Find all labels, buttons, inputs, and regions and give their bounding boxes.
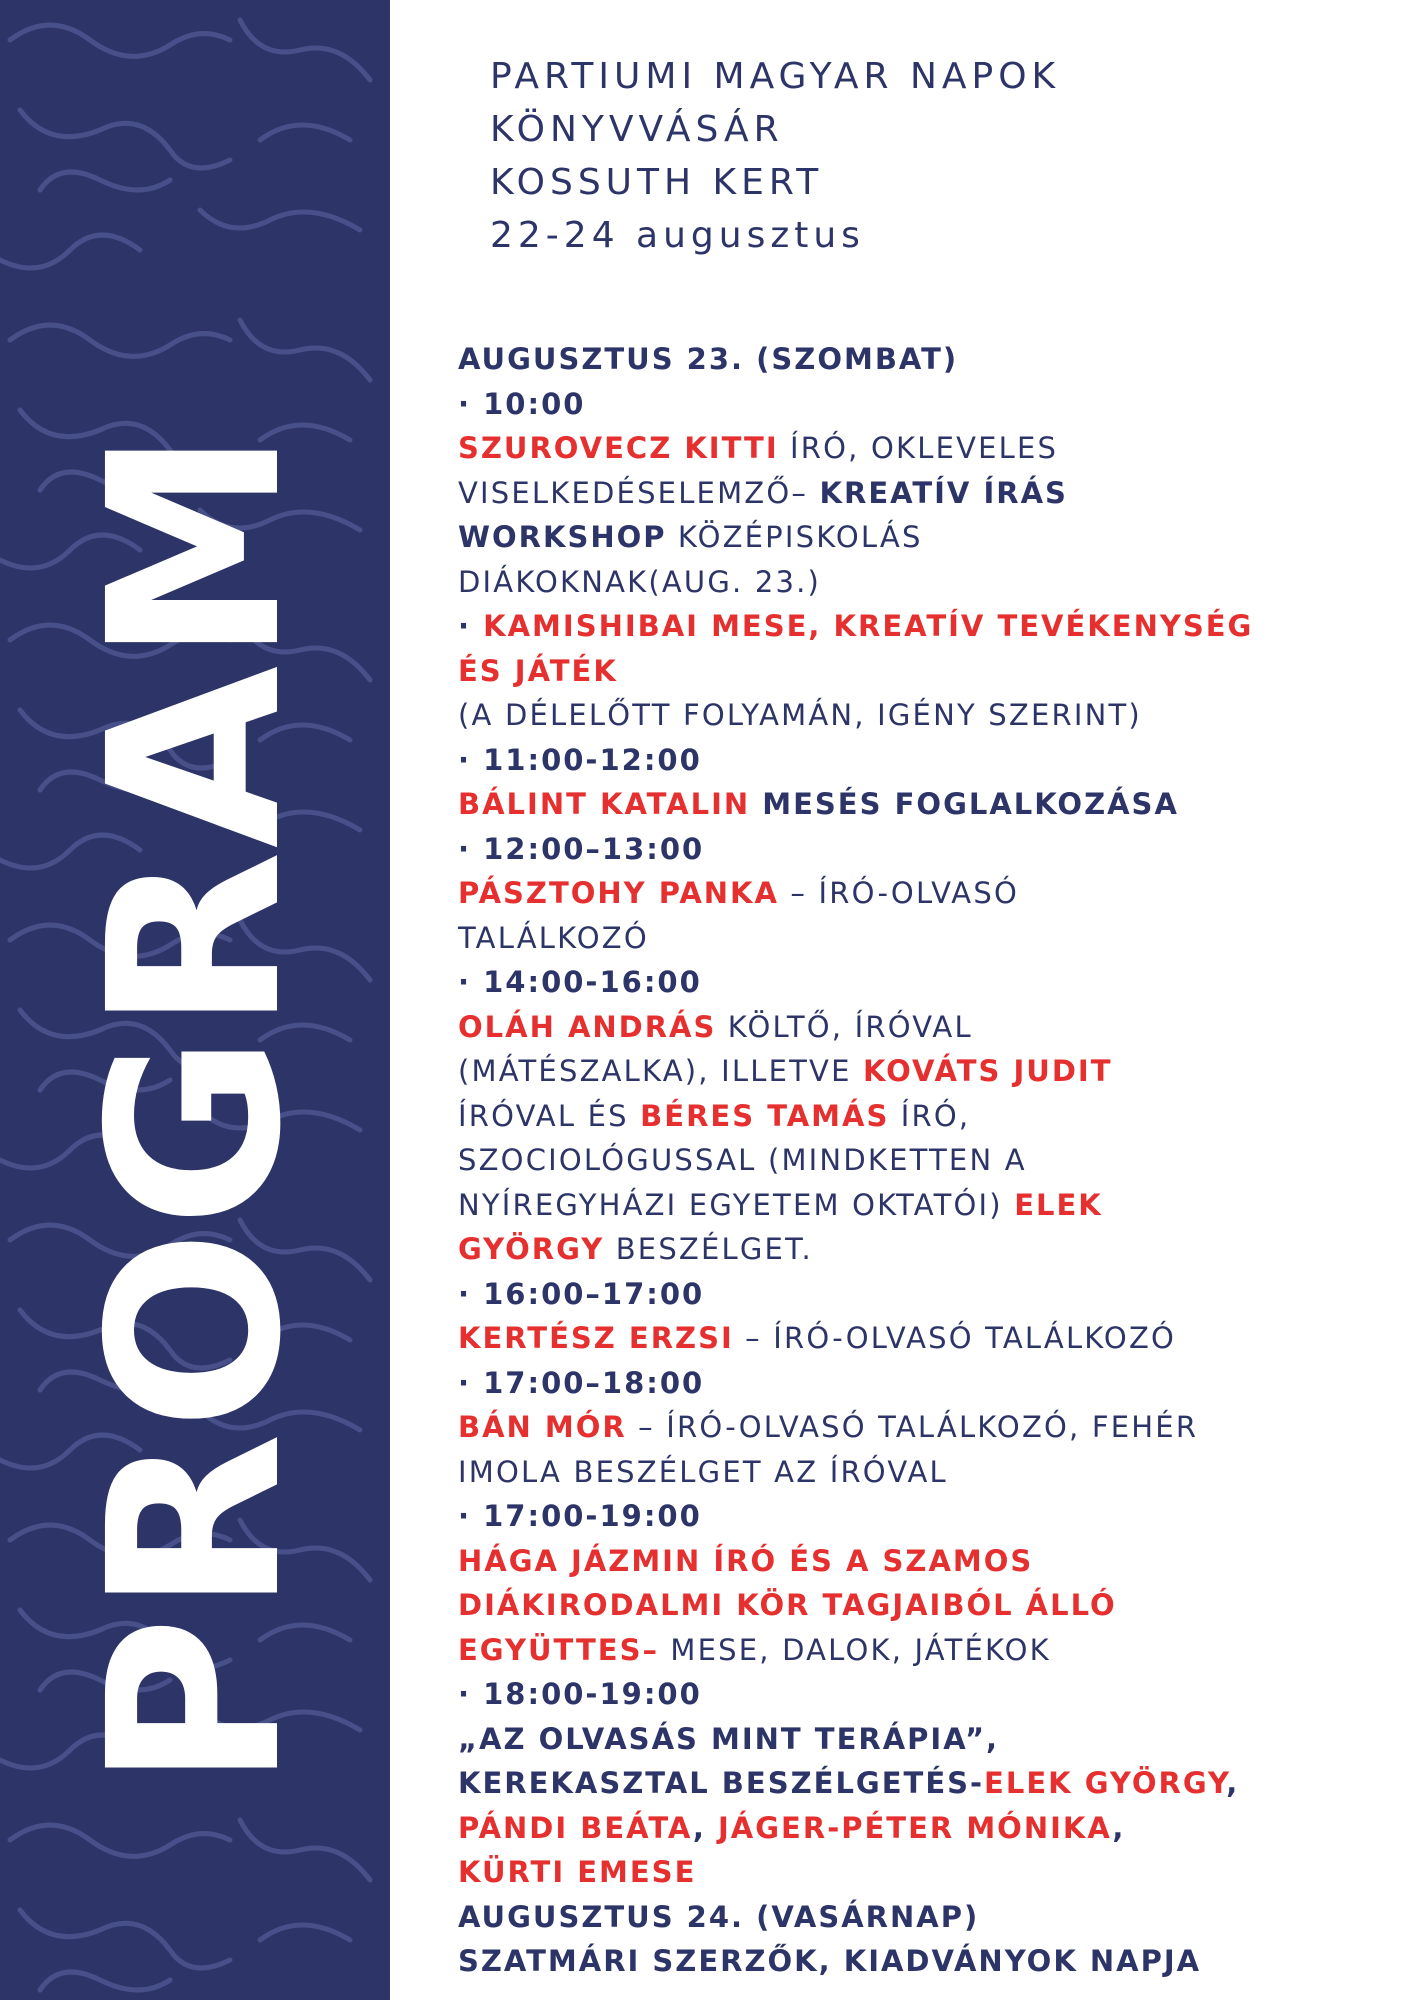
event-line <box>458 1628 1358 1673</box>
event-description: ÍRÓVAL ÉS <box>458 1098 641 1133</box>
event-description: – ÍRÓ-OLVASÓ TALÁLKOZÓ <box>733 1321 1177 1355</box>
presenter-name: KOVÁTS JUDIT <box>863 1054 1113 1088</box>
event-description: (MÁTÉSZALKA), ILLETVE <box>458 1054 864 1088</box>
event-line <box>458 1761 1358 1806</box>
event-description: NYÍREGYHÁZI EGYETEM OKTATÓI) <box>458 1187 1015 1222</box>
day-heading: AUGUSZTUS 23. (SZOMBAT) <box>458 342 959 376</box>
event-line <box>458 1806 1358 1851</box>
time-slot: · 17:00-19:00 <box>458 1499 702 1533</box>
event-header <box>490 50 1060 262</box>
side-panel <box>0 0 390 2000</box>
presenter-name: ELEK <box>1014 1187 1103 1222</box>
event-description: KÖLTŐ, ÍRÓVAL <box>716 1009 973 1044</box>
bullet: · <box>458 609 484 643</box>
time-slot: · 17:00–18:00 <box>458 1365 705 1400</box>
event-line <box>458 471 1358 516</box>
presenter-name: BÉRES TAMÁS <box>640 1098 890 1133</box>
presenter-name: OLÁH ANDRÁS <box>458 1009 717 1044</box>
program-schedule <box>458 337 1358 1984</box>
event-line <box>458 515 1358 560</box>
event-description: ÍRÓ, OKLEVELES <box>778 431 1059 465</box>
event-description: TALÁLKOZÓ <box>458 920 649 955</box>
event-title: MESÉS FOGLALKOZÁSA <box>750 787 1179 821</box>
event-description: – ÍRÓ-OLVASÓ <box>778 876 1019 910</box>
presenter-name: HÁGA JÁZMIN ÍRÓ ÉS A SZAMOS <box>458 1543 1034 1578</box>
event-dates: 22-24 augusztus <box>490 215 865 256</box>
event-name: PARTIUMI MAGYAR NAPOK <box>490 56 1061 97</box>
event-title: KEREKASZTAL BESZÉLGETÉS- <box>458 1766 985 1800</box>
event-location: KOSSUTH KERT <box>490 162 824 203</box>
event-line <box>458 1094 1358 1139</box>
event-title: „AZ OLVASÁS MINT TERÁPIA”, <box>458 1721 1000 1756</box>
time-slot: · 14:00-16:00 <box>458 965 702 999</box>
presenter-name: EGYÜTTES– <box>458 1632 659 1667</box>
event-line <box>458 426 1358 471</box>
presenter-name: DIÁKIRODALMI KÖR TAGJAIBÓL ÁLLÓ <box>458 1588 1117 1622</box>
separator: , <box>692 1810 719 1845</box>
event-line <box>458 871 1358 916</box>
time-slot: · 18:00-19:00 <box>458 1677 702 1711</box>
time-slot: · 11:00-12:00 <box>458 742 702 777</box>
presenter-name: JÁGER-PÉTER MÓNIKA <box>718 1810 1113 1845</box>
time-slot: · 10:00 <box>458 386 586 421</box>
event-line <box>458 1227 1358 1272</box>
event-description: VISELKEDÉSELEMZŐ– <box>458 475 820 510</box>
event-description: SZOCIOLÓGUSSAL (MINDKETTEN A <box>458 1143 1027 1177</box>
presenter-name: BÁLINT KATALIN <box>458 787 751 821</box>
presenter-name: BÁN MÓR <box>458 1410 627 1444</box>
event-description: (A DÉLELŐTT FOLYAMÁN, IGÉNY SZERINT) <box>458 698 1142 732</box>
presenter-name: GYÖRGY <box>458 1232 605 1266</box>
day-title: SZATMÁRI SZERZŐK, KIADVÁNYOK NAPJA <box>458 1944 1202 1978</box>
event-description: DIÁKOKNAK(AUG. 23.) <box>458 564 822 599</box>
event-line <box>458 1183 1358 1228</box>
separator: , <box>1112 1810 1126 1845</box>
event-title: KAMISHIBAI MESE, KREATÍV TEVÉKENYSÉG <box>483 609 1254 643</box>
event-subtitle: KÖNYVVÁSÁR <box>490 109 784 150</box>
event-line <box>458 1316 1358 1361</box>
event-description: BESZÉLGET. <box>604 1232 813 1266</box>
presenter-name: KÜRTI EMESE <box>458 1855 697 1889</box>
event-description: KÖZÉPISKOLÁS <box>666 520 923 554</box>
presenter-name: SZUROVECZ KITTI <box>458 431 779 465</box>
event-description: – ÍRÓ-OLVASÓ TALÁLKOZÓ, FEHÉR <box>626 1410 1199 1444</box>
day-heading: AUGUSZTUS 24. (VASÁRNAP) <box>458 1899 980 1934</box>
presenter-name: KERTÉSZ ERZSI <box>458 1321 734 1355</box>
event-line <box>458 1405 1358 1450</box>
event-title: KREATÍV ÍRÁS <box>819 475 1068 510</box>
presenter-name: PÁSZTOHY PANKA <box>458 876 779 910</box>
program-vertical-title: PROGRAM <box>58 426 333 1790</box>
presenter-name: ELEK GYÖRGY <box>984 1766 1227 1800</box>
time-slot: · 12:00–13:00 <box>458 831 705 866</box>
event-description: IMOLA BESZÉLGET AZ ÍRÓVAL <box>458 1454 948 1489</box>
event-line <box>458 782 1358 827</box>
separator: , <box>1226 1766 1240 1800</box>
event-description: MESE, DALOK, JÁTÉKOK <box>658 1632 1051 1667</box>
event-line <box>458 1005 1358 1050</box>
event-description: ÍRÓ, <box>889 1098 971 1133</box>
event-line <box>458 604 1358 649</box>
time-slot: · 16:00–17:00 <box>458 1276 705 1311</box>
event-line <box>458 1049 1358 1094</box>
presenter-name: PÁNDI BEÁTA <box>458 1810 693 1845</box>
event-title: WORKSHOP <box>458 520 667 554</box>
event-title: ÉS JÁTÉK <box>458 653 618 688</box>
